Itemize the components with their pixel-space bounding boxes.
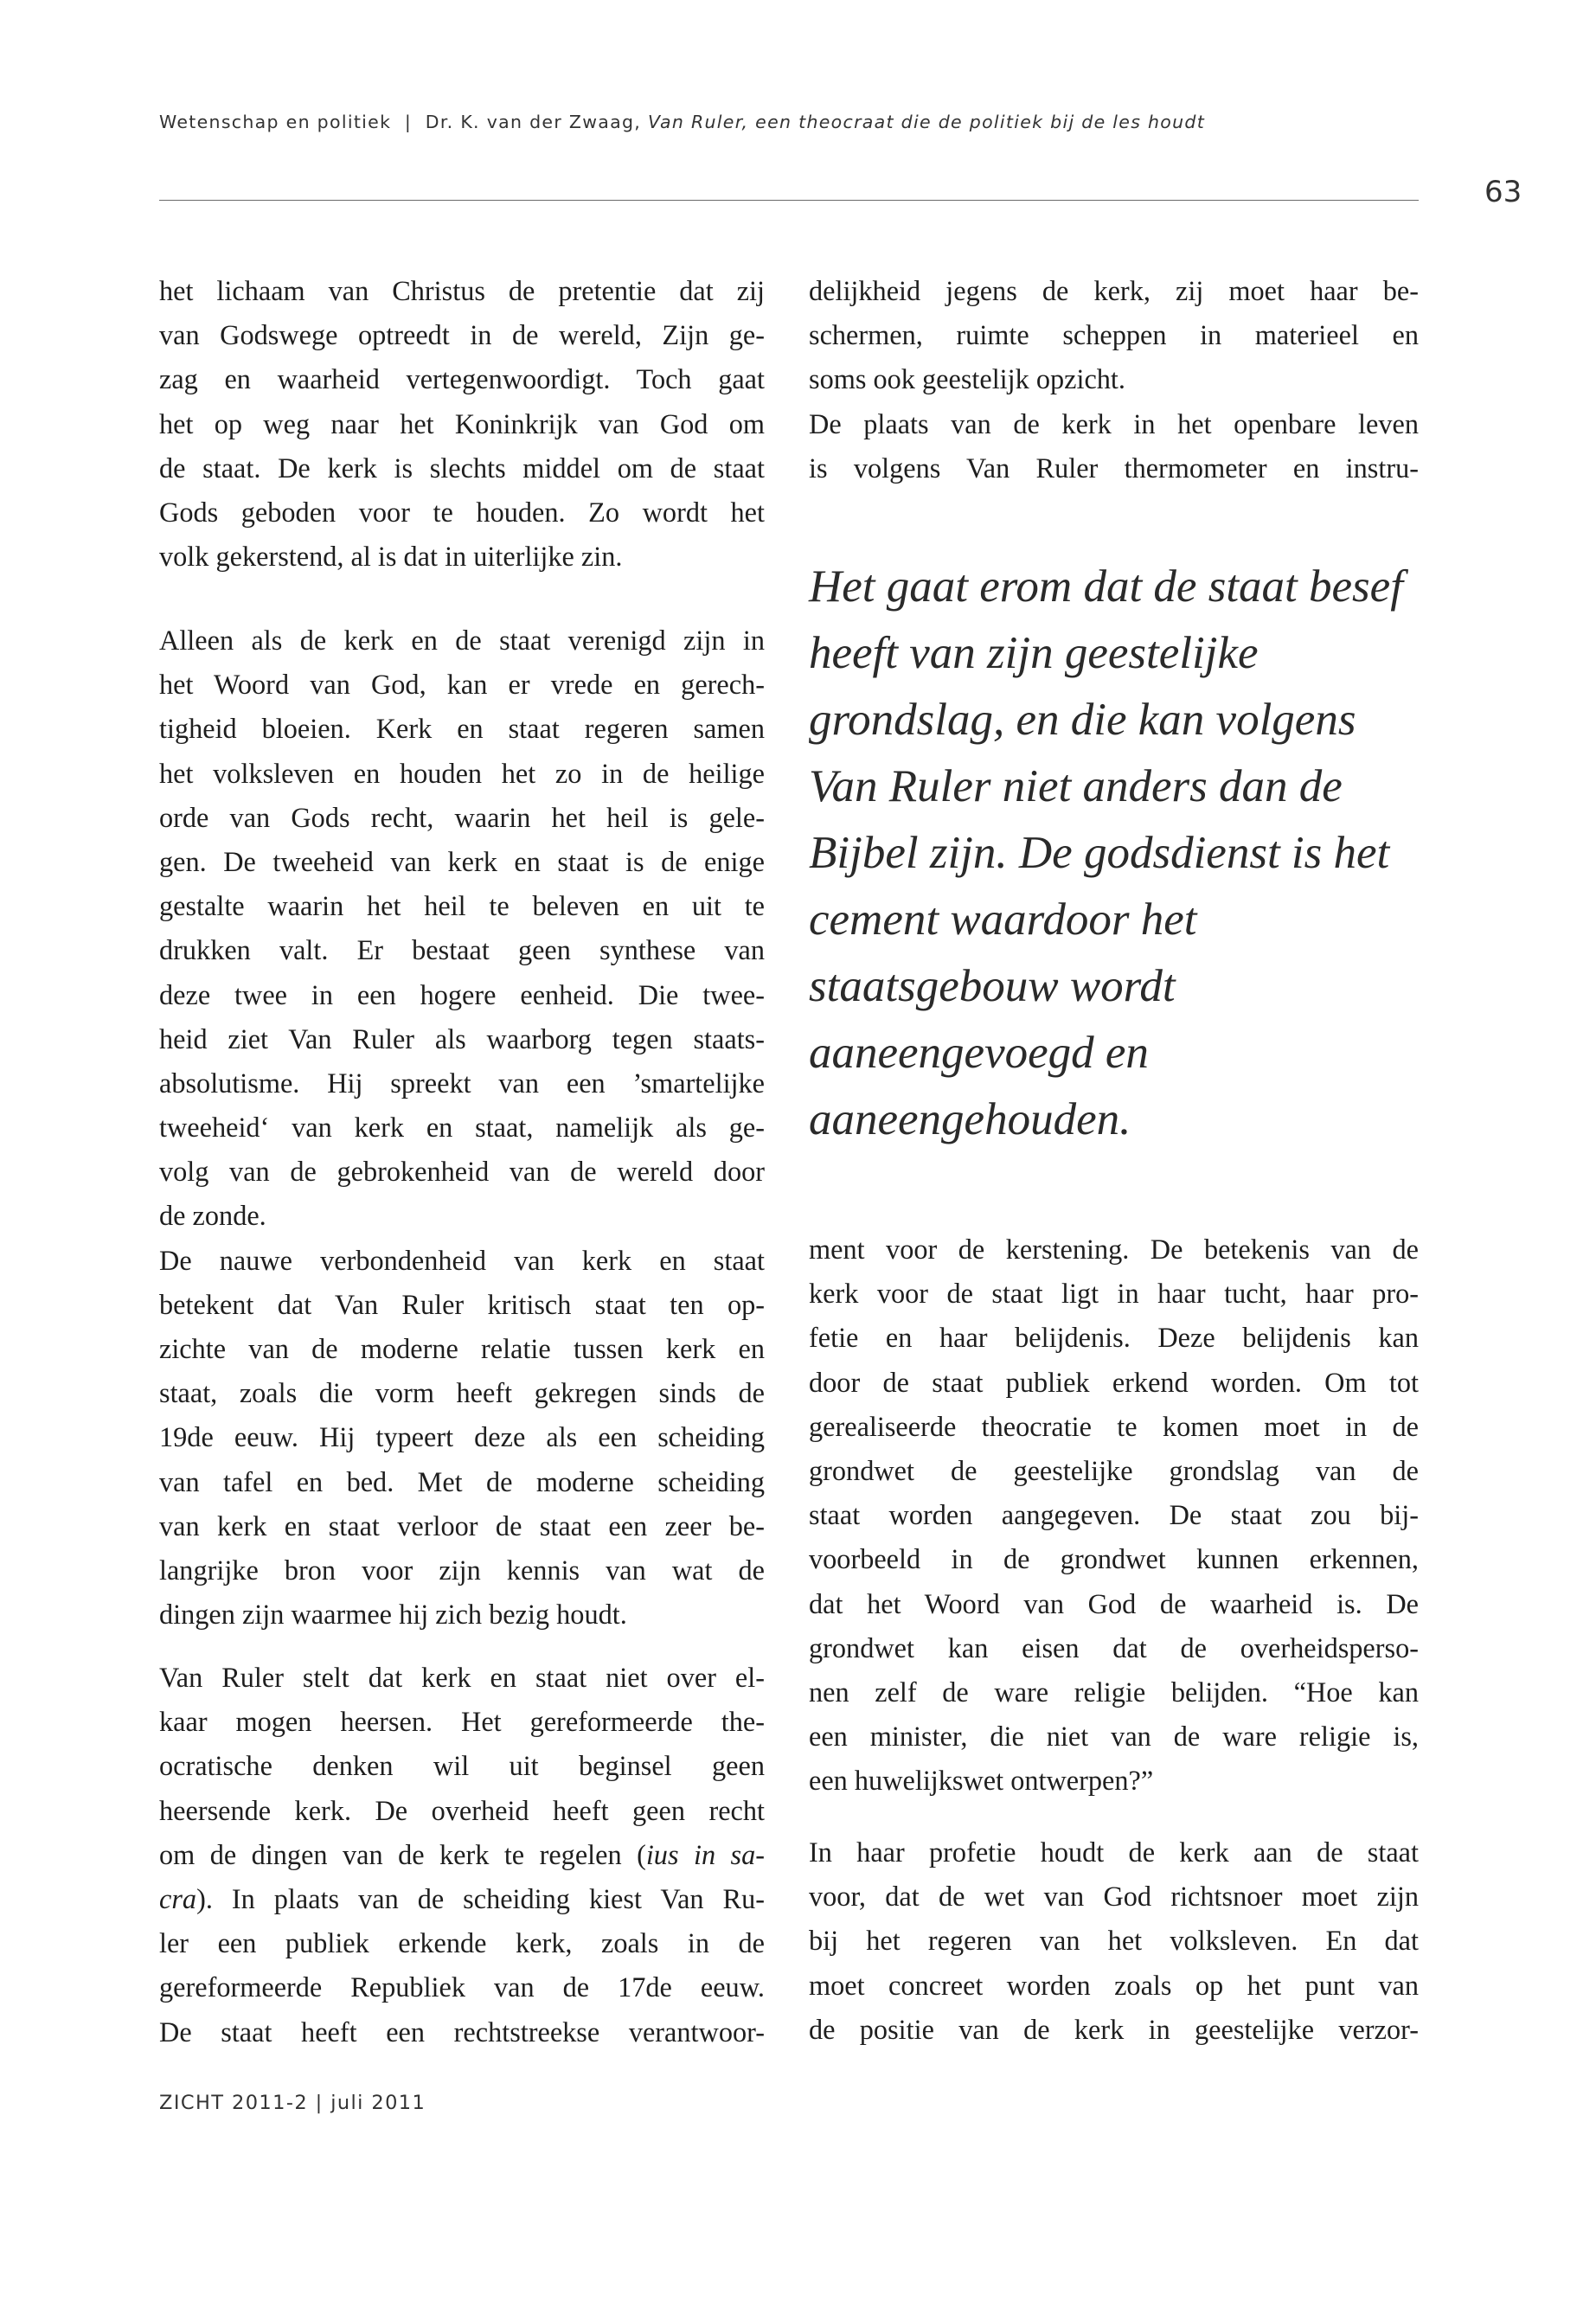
text-line: schermen, ruimte scheppen in materieel en: [809, 319, 1419, 351]
text-line: van kerk en staat verloor de staat een zeer be-: [159, 1509, 765, 1541]
text-line: [159, 1833, 765, 1877]
pull-quote: [809, 554, 1432, 1153]
text-line: De plaats van de kerk in het openbare leven: [809, 407, 1419, 439]
pull-quote-line: staatsgebouw wordt: [809, 961, 1176, 1011]
pull-quote-line: grondslag, en die kan volgens: [809, 695, 1356, 745]
text-line: van tafel en bed. Met de moderne scheiding: [159, 1465, 765, 1497]
text-line: zichte van de moderne relatie tussen kerk en: [159, 1333, 765, 1364]
text-line: orde van Gods recht, waarin het heil is gele-: [159, 801, 765, 833]
footer: [159, 2092, 426, 2114]
pull-quote-line: cement waardoor het: [809, 894, 1197, 945]
text-line: heersende kerk. De overheid heeft geen recht: [159, 1794, 765, 1826]
text-line: tweeheid‘ van kerk en staat, namelijk als ge-: [159, 1112, 765, 1144]
text-line: voorbeeld in de grondwet kunnen erkennen,: [809, 1543, 1419, 1575]
pull-quote-line: Van Ruler niet anders dan de: [809, 761, 1343, 811]
right-column-bottom: [809, 1830, 1419, 2052]
text-line: fetie en haar belijdenis. Deze belijdenis kan: [809, 1322, 1419, 1354]
text-line: ment voor de kerstening. De betekenis van de: [809, 1234, 1419, 1265]
pull-quote-line: aaneengevoegd en: [809, 1028, 1149, 1078]
text-line: het lichaam van Christus de pretentie dat zij: [159, 275, 765, 306]
pull-quote-line: aaneengehouden.: [809, 1094, 1131, 1144]
text-line: langrijke bron voor zijn kennis van wat de: [159, 1554, 765, 1586]
text-line: ler een publiek erkende kerk, zoals in de: [159, 1927, 765, 1959]
page-number: 63: [1484, 175, 1522, 209]
text-line: absolutisme. Hij spreekt van een ’smartelijke: [159, 1067, 765, 1099]
text-line: Van Ruler stelt dat kerk en staat niet over el-: [159, 1662, 765, 1693]
left-column-middle: [159, 619, 765, 1637]
right-column-middle: [809, 1227, 1419, 1803]
text-line: gereformeerde Republiek van de 17de eeuw.: [159, 1971, 765, 2003]
text-line: gestalte waarin het heil te beleven en uit te: [159, 890, 765, 922]
text-line: De staat heeft een rechtstreekse verantwoor-: [159, 2016, 765, 2048]
text-line: is volgens Van Ruler thermometer en instru-: [809, 452, 1419, 484]
text-line: staat worden aangegeven. De staat zou bij-: [809, 1499, 1419, 1531]
left-column-bottom: [159, 1656, 765, 2054]
text-line: drukken valt. Er bestaat geen synthese van: [159, 934, 765, 966]
header-article-title: Van Ruler, een theocraat die de politiek bij de les houdt: [647, 112, 1206, 132]
text-line: In haar profetie houdt de kerk aan de staat: [809, 1836, 1419, 1868]
text-line: Alleen als de kerk en de staat verenigd zijn in: [159, 625, 765, 656]
header-separator: |: [404, 112, 413, 132]
text-line: dat het Woord van God de waarheid is. De: [809, 1587, 1419, 1619]
text-line: de zonde.: [159, 1200, 266, 1232]
text-line: tigheid bloeien. Kerk en staat regeren samen: [159, 713, 765, 745]
text-line: de positie van de kerk in geestelijke verzor-: [809, 2013, 1419, 2045]
text-line: staat, zoals die vorm heeft gekregen sinds de: [159, 1377, 765, 1409]
header-rule: [159, 200, 1419, 201]
text-line: kaar mogen heersen. Het gereformeerde the-: [159, 1706, 765, 1738]
text-line: voor, dat de wet van God richtsnoer moet zijn: [809, 1881, 1419, 1913]
footer-separator: |: [315, 2092, 324, 2114]
text-line: een huwelijkswet ontwerpen?”: [809, 1765, 1154, 1797]
text-line: de staat. De kerk is slechts middel om de staat: [159, 452, 765, 484]
text-line: volg van de gebrokenheid van de wereld door: [159, 1156, 765, 1188]
footer-date: juli 2011: [330, 2092, 426, 2114]
text-line: volk gekerstend, al is dat in uiterlijke zin.: [159, 541, 623, 573]
text-line: het op weg naar het Koninkrijk van God om: [159, 407, 765, 439]
text-line: grondwet de geestelijke grondslag van de: [809, 1454, 1419, 1486]
text-line: gerealiseerde theocratie te komen moet in de: [809, 1410, 1419, 1442]
text-line: delijkheid jegens de kerk, zij moet haar be-: [809, 275, 1419, 306]
running-head: [159, 112, 1422, 132]
text-line: door de staat publiek erkend worden. Om tot: [809, 1366, 1419, 1398]
text-line: 19de eeuw. Hij typeert deze als een scheiding: [159, 1421, 765, 1453]
latin-term: ius in sa-: [645, 1838, 766, 1870]
text-line: deze twee in een hogere eenheid. Die twee-: [159, 978, 765, 1010]
header-section: Wetenschap en politiek: [159, 112, 392, 132]
text-line: zag en waarheid vertegenwoordigt. Toch gaat: [159, 363, 765, 395]
latin-term: cra: [159, 1882, 197, 1914]
left-column-top: [159, 269, 765, 579]
text-line: betekent dat Van Ruler kritisch staat ten op-: [159, 1288, 765, 1320]
text-line: soms ook geestelijk opzicht.: [809, 363, 1125, 395]
text-line: moet concreet worden zoals op het punt van: [809, 1969, 1419, 2001]
text-line: een minister, die niet van de ware religie is,: [809, 1721, 1419, 1753]
text-line: ocratische denken wil uit beginsel geen: [159, 1750, 765, 1782]
right-column-top: [809, 269, 1419, 490]
text-line: dingen zijn waarmee hij zich bezig houdt.: [159, 1599, 627, 1631]
text-line: bij het regeren van het volksleven. En dat: [809, 1925, 1419, 1957]
text-line: [159, 1877, 765, 1921]
text-line: nen zelf de ware religie belijden. “Hoe kan: [809, 1676, 1419, 1708]
footer-journal: ZICHT 2011-2: [159, 2092, 309, 2114]
text-line: heid ziet Van Ruler als waarborg tegen staats-: [159, 1022, 765, 1054]
pull-quote-line: Het gaat erom dat de staat besef: [809, 561, 1403, 612]
text-line: van Godswege optreedt in de wereld, Zijn ge-: [159, 319, 765, 351]
text-span: ). In plaats van de scheiding kiest Van Ru-: [196, 1882, 765, 1914]
text-line: het Woord van God, kan er vrede en gerech-: [159, 669, 765, 701]
text-line: het volksleven en houden het zo in de heilige: [159, 757, 765, 789]
text-line: De nauwe verbondenheid van kerk en staat: [159, 1244, 765, 1276]
text-line: kerk voor de staat ligt in haar tucht, haar pro-: [809, 1278, 1419, 1310]
text-line: gen. De tweeheid van kerk en staat is de enige: [159, 845, 765, 877]
pull-quote-line: heeft van zijn geestelijke: [809, 628, 1259, 678]
text-span: om de dingen van de kerk te regelen (: [159, 1838, 646, 1870]
pull-quote-line: Bijbel zijn. De godsdienst is het: [809, 828, 1390, 878]
text-line: grondwet kan eisen dat de overheidsperso-: [809, 1631, 1419, 1663]
text-line: Gods geboden voor te houden. Zo wordt het: [159, 496, 765, 528]
header-author: Dr. K. van der Zwaag,: [425, 112, 642, 132]
